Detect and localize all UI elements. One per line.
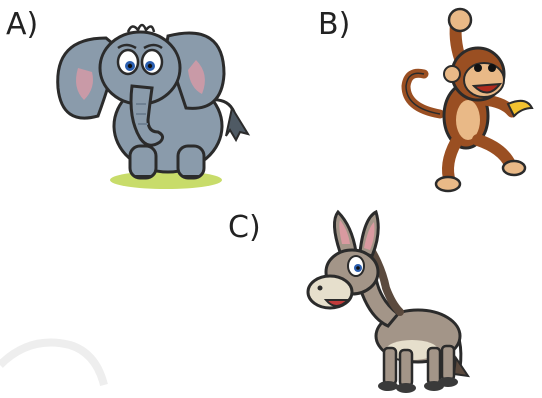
background-smudge bbox=[0, 325, 120, 397]
elephant-icon bbox=[48, 8, 258, 193]
monkey-icon bbox=[400, 4, 540, 194]
donkey-icon bbox=[300, 208, 475, 398]
option-b-label: B) bbox=[318, 7, 351, 42]
option-a-label: A) bbox=[6, 7, 39, 42]
grass-patch bbox=[110, 171, 222, 189]
option-c-label: C) bbox=[228, 210, 261, 245]
